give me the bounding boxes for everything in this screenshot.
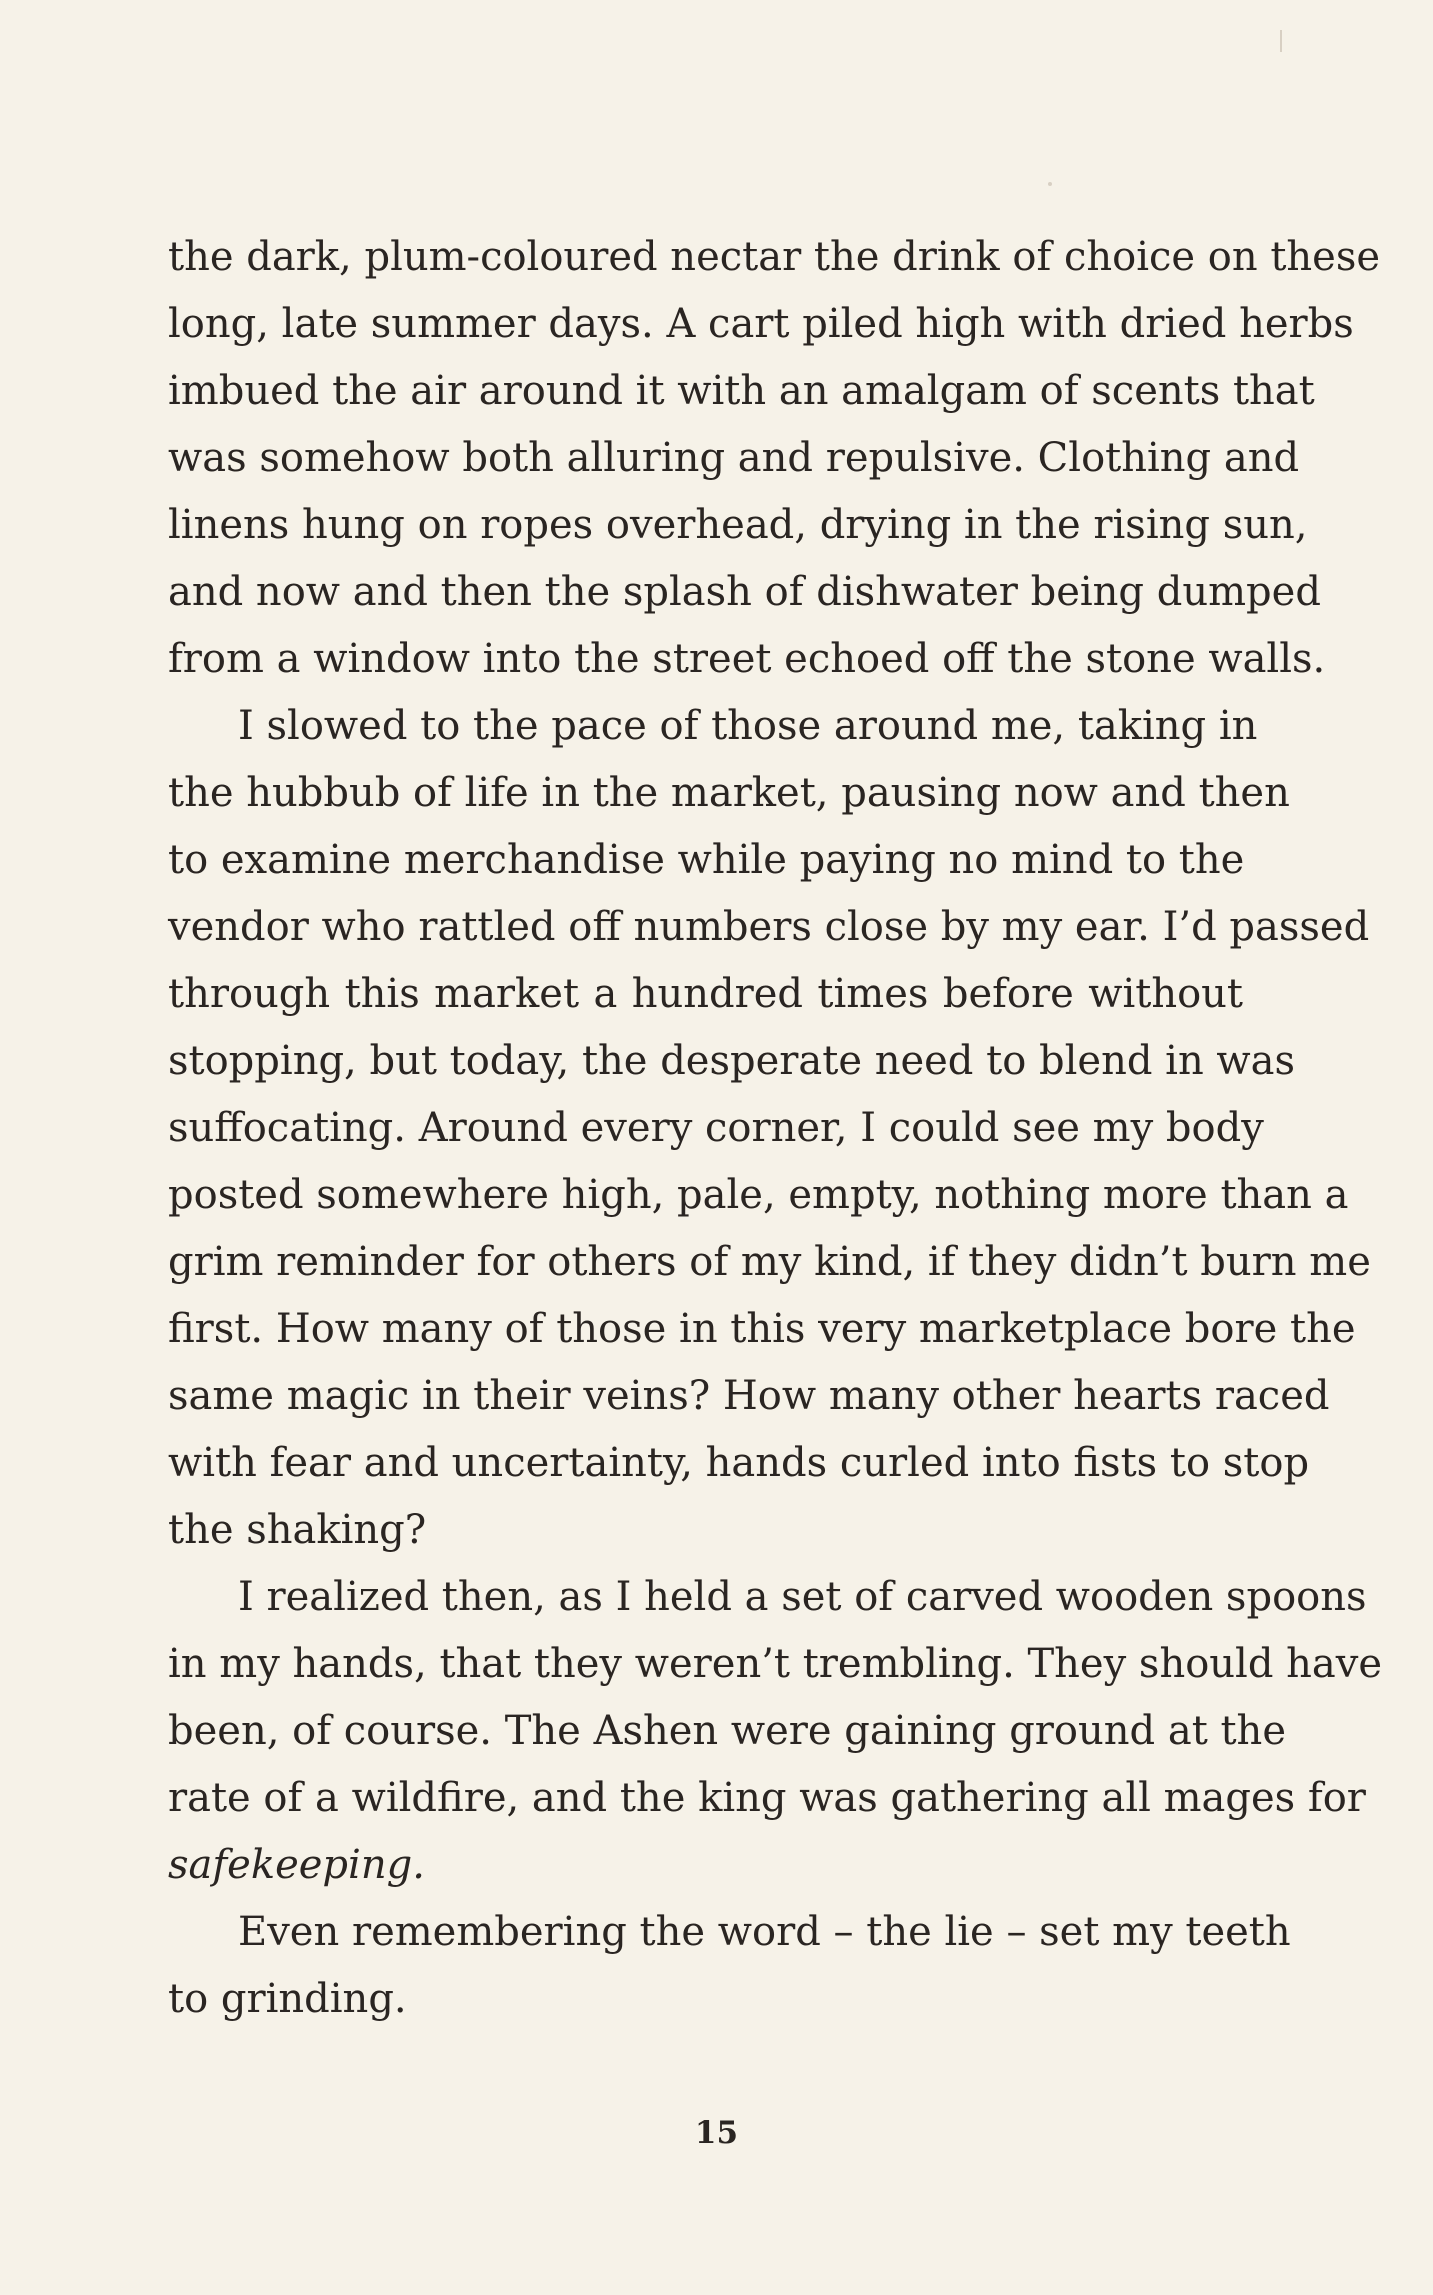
text-line: been, of course. The Ashen were gaining ground at the	[168, 1708, 1286, 1754]
text-line: was somehow both alluring and repulsive. Clothing and	[168, 435, 1300, 481]
text-line: rate of a wildfire, and the king was gathering all mages for	[168, 1775, 1366, 1821]
text-line: I slowed to the pace of those around me, taking in	[238, 703, 1258, 749]
text-line: and now and then the splash of dishwater being dumped	[168, 569, 1321, 615]
text-line: linens hung on ropes overhead, drying in the rising sun,	[168, 502, 1308, 548]
text-line: the hubbub of life in the market, pausing now and then	[168, 770, 1290, 816]
scan-speck	[1280, 30, 1282, 52]
text-line: suffocating. Around every corner, I could see my body	[168, 1105, 1264, 1151]
text-line: same magic in their veins? How many other hearts raced	[168, 1373, 1330, 1419]
text-line: posted somewhere high, pale, empty, nothing more than a	[168, 1172, 1349, 1218]
italic-text-line: safekeeping.	[168, 1842, 425, 1888]
text-line: the dark, plum-coloured nectar the drink of choice on these	[168, 234, 1381, 280]
text-line: in my hands, that they weren’t trembling. They should have	[168, 1641, 1383, 1687]
text-line: first. How many of those in this very marketplace bore the	[168, 1306, 1356, 1352]
text-line: Even remembering the word – the lie – set my teeth	[238, 1909, 1291, 1955]
text-line: the shaking?	[168, 1507, 427, 1553]
scan-speck	[1048, 182, 1052, 186]
text-line: to examine merchandise while paying no mind to the	[168, 837, 1245, 883]
text-line: through this market a hundred times before without	[168, 971, 1243, 1017]
text-line: to grinding.	[168, 1976, 407, 2022]
text-line: from a window into the street echoed off the stone walls.	[168, 636, 1326, 682]
body-text	[168, 224, 1383, 2033]
text-line: I realized then, as I held a set of carved wooden spoons	[238, 1574, 1367, 1620]
text-line: imbued the air around it with an amalgam of scents that	[168, 368, 1315, 414]
text-line: grim reminder for others of my kind, if they didn’t burn me	[168, 1239, 1371, 1285]
text-line: vendor who rattled off numbers close by my ear. I’d passed	[168, 904, 1370, 950]
text-line: stopping, but today, the desperate need to blend in was	[168, 1038, 1296, 1084]
text-line: with fear and uncertainty, hands curled into fists to stop	[168, 1440, 1310, 1486]
page-number: 15	[694, 2115, 739, 2151]
text-line: long, late summer days. A cart piled high with dried herbs	[168, 301, 1354, 347]
